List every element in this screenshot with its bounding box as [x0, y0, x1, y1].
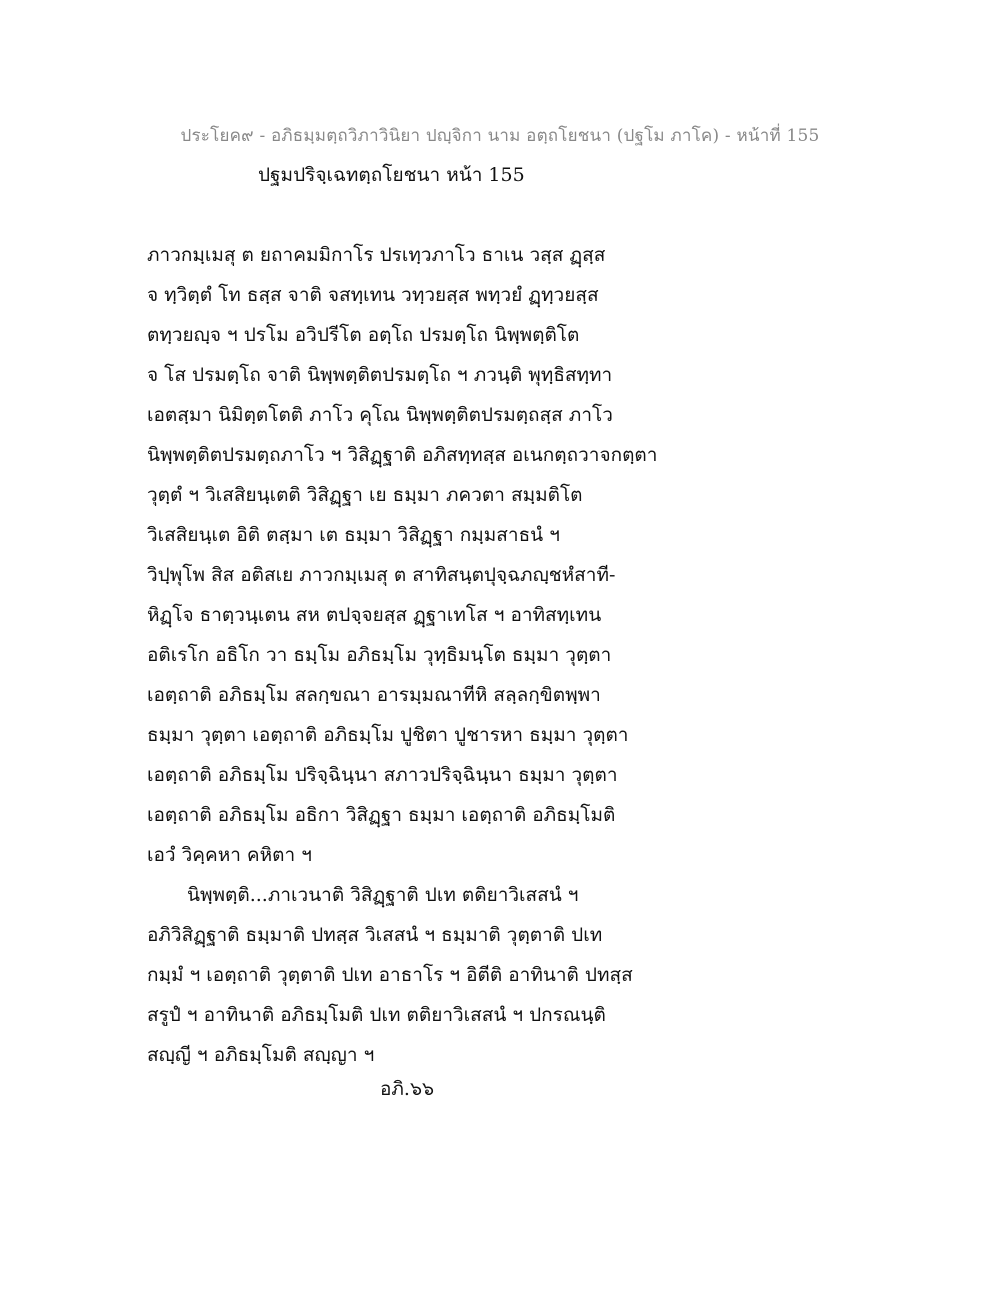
text-line: กมฺมํ ฯ เอตฺถาติ วุตฺตาติ ปเท อาธาโร ฯ อิตีติ อาทินาติ ปทสฺส [147, 964, 633, 986]
text-line: จ ทฺวิตฺตํ โท ธสฺส จาติ จสทฺเทน วทฺวยสฺส พทฺวยํ ฏฺทฺวยสฺส [147, 284, 599, 306]
text-line: วุตฺตํ ฯ วิเสสิยนฺเตติ วิสิฏฺฐา เย ธมฺมา ภควตา สมฺมติโต [147, 484, 583, 506]
text-line: ธมฺมา วุตฺตา เอตฺถาติ อภิธมฺโม ปูชิตา ปูชารหา ธมฺมา วุตฺตา [147, 724, 629, 746]
text-line: จ โส ปรมตฺโถ จาติ นิพฺพตฺติตปรมตฺโถ ฯ ภวนฺติ พุทฺธิสทฺทา [147, 364, 613, 386]
text-line: วิเสสิยนฺเต อิติ ตสฺมา เต ธมฺมา วิสิฏฺฐา กมฺมสาธนํ ฯ [147, 524, 560, 546]
text-line: ตทฺวยญฺจ ฯ ปรโม อวิปรีโต อตฺโถ ปรมตฺโถ นิพฺพตฺติโต [147, 324, 580, 346]
text-line: สรูปํ ฯ อาทินาติ อภิธมฺโมติ ปเท ตติยาวิเสสนํ ฯ ปกรณนฺติ [147, 1004, 606, 1026]
text-line: นิพฺพตฺติตปรมตฺถภาโว ฯ วิสิฏฺฐาติ อภิสทฺทสฺส อเนกตฺถวาจกตฺตา [147, 444, 658, 466]
text-line: วิปฺพุโพ สิส อติสเย ภาวกมฺเมสุ ต สาทิสนฺตปุจฺฉภญฺชหํสาที- [147, 564, 616, 586]
text-line: นิพฺพตฺติ...ภาเวนาติ วิสิฏฺฐาติ ปเท ตติยาวิเสสนํ ฯ [187, 884, 579, 906]
text-line: ภาวกมฺเมสุ ต ยถาคมมิกาโร ปรเทฺวภาโว ธาเน วสฺส ฏฺสฺส [147, 244, 606, 266]
page-footer: อภิ.๖๖ [380, 1078, 435, 1100]
body-text [147, 235, 687, 1075]
text-line: เอตฺถาติ อภิธมฺโม ปริจฺฉินฺนา สภาวปริจฺฉินฺนา ธมฺมา วุตฺตา [147, 764, 618, 786]
text-line: หิฏฺโจ ธาตฺวนฺเตน สห ตปจฺจยสฺส ฏฺฐาเทโส ฯ อาทิสทฺเทน [147, 604, 602, 626]
text-line: เอตสฺมา นิมิตฺตโตติ ภาโว คุโณ นิพฺพตฺติตปรมตฺถสฺส ภาโว [147, 404, 613, 426]
text-line: สญฺญี ฯ อภิธมฺโมติ สญฺญา ฯ [147, 1044, 375, 1066]
section-title: ปฐมปริจฺเฉทตฺถโยชนา หน้า 155 [258, 164, 525, 186]
text-line: อติเรโก อธิโก วา ธมฺโม อภิธมฺโม วุทฺธิมนฺโต ธมฺมา วุตฺตา [147, 644, 612, 666]
text-line: เอตฺถาติ อภิธมฺโม อธิกา วิสิฏฺฐา ธมฺมา เอตฺถาติ อภิธมฺโมติ [147, 804, 616, 826]
text-line: เอวํ วิคฺคหา คหิตา ฯ [147, 844, 312, 866]
text-line: เอตฺถาติ อภิธมฺโม สลกฺขณา อารมฺมณาทีหิ สลฺลกฺขิตพฺพา [147, 684, 601, 706]
text-line: อภิวิสิฏฺฐาติ ธมฺมาติ ปทสฺส วิเสสนํ ฯ ธมฺมาติ วุตฺตาติ ปเท [147, 924, 603, 946]
page-header: ประโยค๙ - อภิธมฺมตฺถวิภาวินิยา ปญฺจิกา นาม อตฺถโยชนา (ปฐโม ภาโค) - หน้าที่ 155 [180, 126, 820, 146]
